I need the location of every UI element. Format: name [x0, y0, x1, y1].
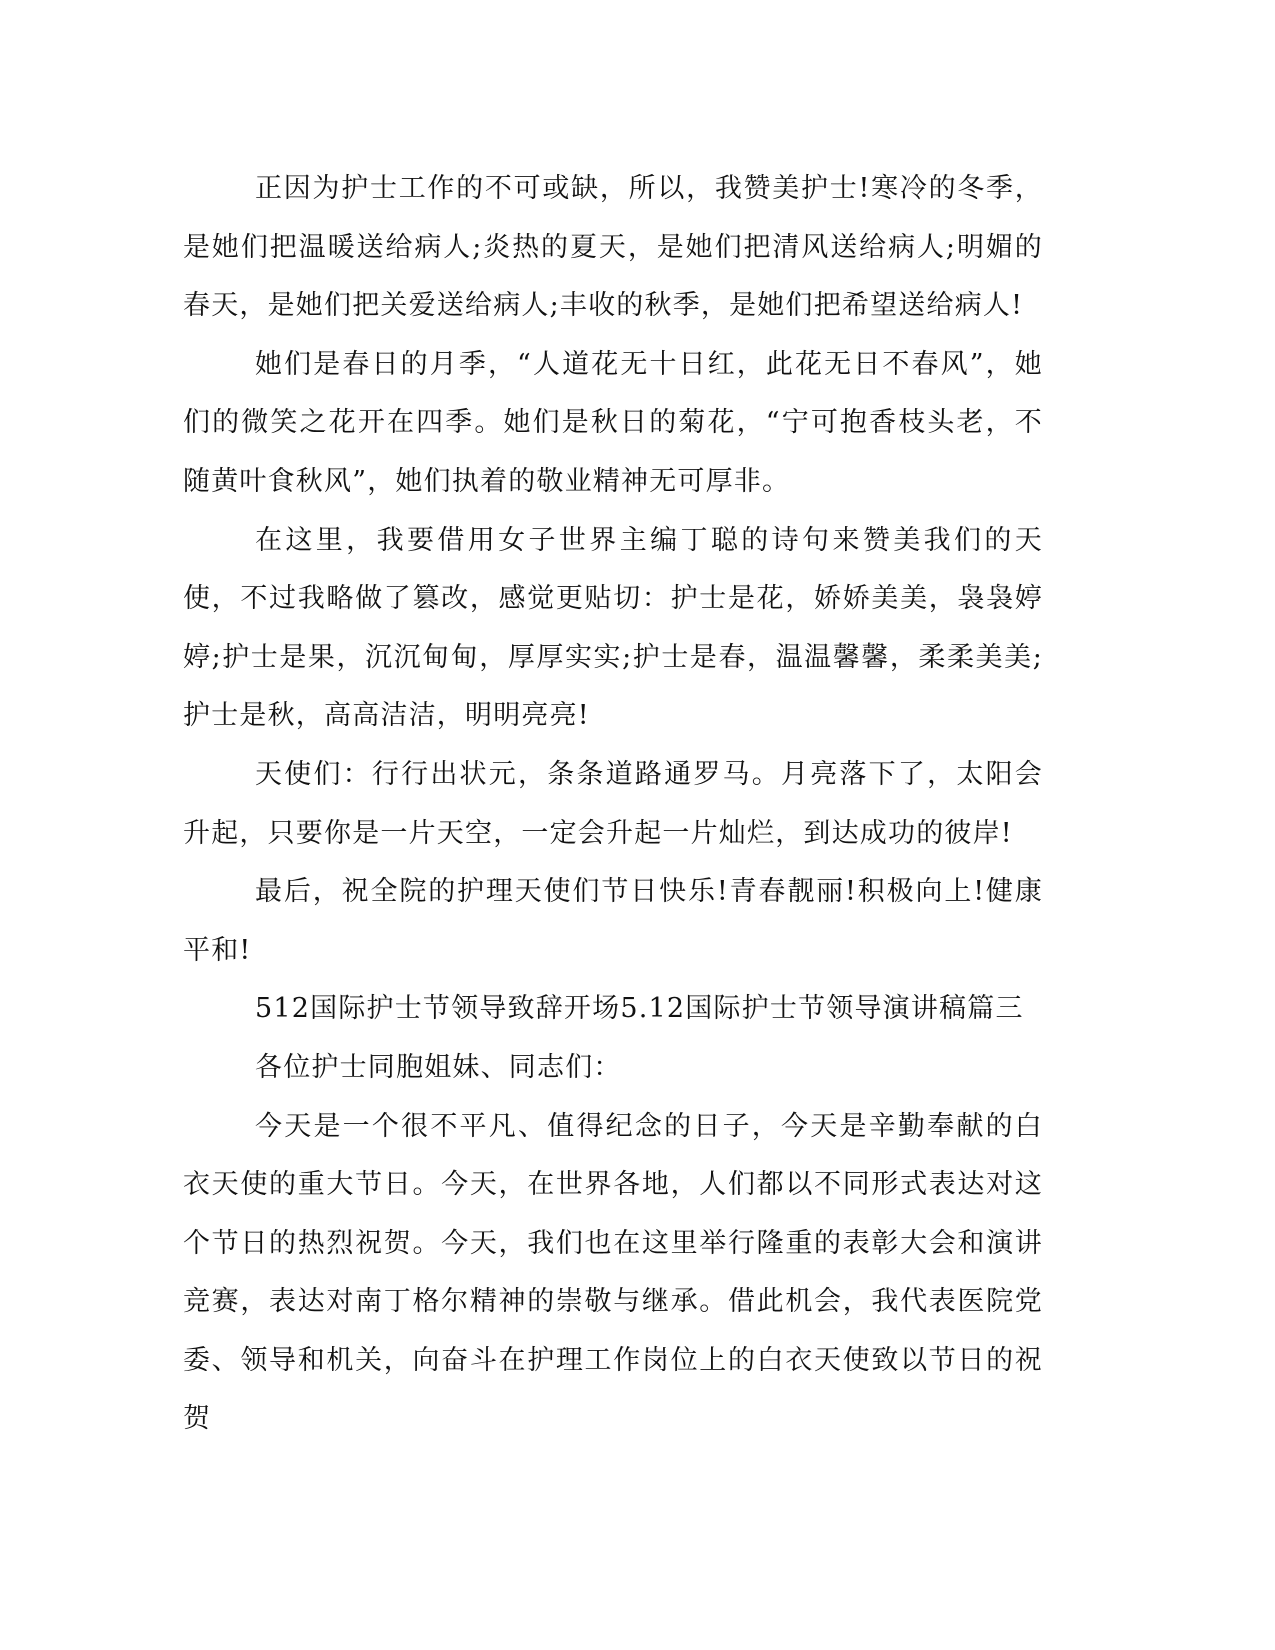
document-body [183, 160, 1043, 1449]
paragraph-closing-wishes: 最后，祝全院的护理天使们节日快乐!青春靓丽!积极向上!健康平和! [183, 876, 1043, 966]
paragraph-flower-metaphor: 她们是春日的月季，“人道花无十日红，此花无日不春风”，她们的微笑之花开在四季。她们是秋日的菊花，“宁可抱香枝头老，不随黄叶食秋风”，她们执着的敬业精神无可厚非。 [183, 348, 1043, 497]
paragraph-poem-adaptation: 在这里，我要借用女子世界主编丁聪的诗句来赞美我们的天使，不过我略做了篡改，感觉更贴切：护士是花，娇娇美美，袅袅婷婷;护士是果，沉沉甸甸，厚厚实实;护士是春，温温馨馨，柔柔美美;护士是秋，高高洁洁，明明亮亮! [183, 524, 1043, 732]
section-heading: 512国际护士节领导致辞开场5.12国际护士节领导演讲稿篇三 [255, 993, 1024, 1025]
salutation: 各位护士同胞姐妹、同志们： [255, 1051, 622, 1083]
paragraph-angels-encouragement: 天使们：行行出状元，条条道路通罗马。月亮落下了，太阳会升起，只要你是一片天空，一定会升起一片灿烂，到达成功的彼岸! [183, 758, 1043, 849]
paragraph-speech-opening: 今天是一个很不平凡、值得纪念的日子，今天是辛勤奉献的白衣天使的重大节日。今天，在世界各地，人们都以不同形式表达对这个节日的热烈祝贺。今天，我们也在这里举行隆重的表彰大会和演讲竞赛，表达对南丁格尔精神的崇敬与继承。借此机会，我代表医院党委、领导和机关，向奋斗在护理工作岗位上的白衣天使致以节日的祝贺 [183, 1110, 1043, 1435]
paragraph-praise-nurses: 正因为护士工作的不可或缺，所以，我赞美护士!寒冷的冬季，是她们把温暖送给病人;炎热的夏天，是她们把清风送给病人;明媚的春天，是她们把关爱送给病人;丰收的秋季，是她们把希望送给病人! [183, 173, 1043, 322]
